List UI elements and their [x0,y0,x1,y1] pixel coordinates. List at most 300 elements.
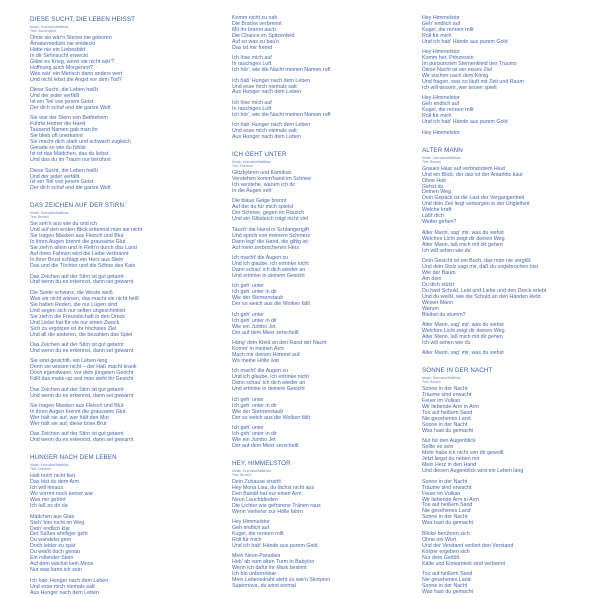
stanza [232,520,418,550]
stanza [232,426,418,450]
lyric-line: Was wär' ein Mensch dann anders wert [30,70,123,77]
stanza [30,474,216,510]
lyric-line: Alter Mann, laß mich mit dir gehen [422,241,503,248]
stanza [422,480,600,528]
lyric-line: Ich geh' unter in dir [232,289,277,296]
lyric-line: Nur dem Gefühl [422,554,460,561]
stanza [232,16,418,52]
lyric-line: Sie sind gesichtlt, ein Leben lang [30,358,108,365]
lyric-line: Sie war der Stern von Bethlehem [30,115,108,122]
lyric-line: Und ich glaube, ich ertrinke nicht [232,261,309,268]
stanza [30,343,216,355]
song-block [422,16,600,137]
lyric-line: Komm nicht zu nah [232,15,278,21]
lyric-line: Heb' ab vom alten Turm in Babylon [232,559,315,566]
lyric-line: Gehst du [422,183,444,190]
lyric-line: Sonne in der Nacht [422,582,468,589]
credit-line: Text: Sonnenkind [30,29,57,33]
credit-line: Musik: Kravuska/Matthias [422,155,461,160]
stanza [30,432,216,444]
lyric-line: Das bist du dem Arm [30,479,80,486]
lyric-line: Ich macht' die Augen zu [232,368,289,375]
lyrics-column-3 [422,16,600,598]
lyric-line: Wir suchen nach dem König [422,73,489,80]
lyric-line: Der Schnee, gegen im Rausch [232,210,305,217]
lyric-line: Roll für mich [422,32,452,39]
lyric-line: Weiter gehen? [422,219,457,226]
lyric-line: Kugel, die rennen rollt [422,26,474,33]
lyric-line: Der auf dem Meer zerschellt [232,329,299,336]
stanza [422,167,600,227]
song-block [232,16,418,141]
lyric-line: Kälte und Einsamkeit sind verbannt [422,560,506,567]
stanza [232,369,418,393]
lyric-line: Und ich hab' Hände aus purem Gold [422,119,508,126]
lyric-line: Verstehen komm'hand im Schnee [232,176,312,183]
lyric-line: Wie der Sternenstaub [232,408,284,415]
lyric-line: Nie gesehenes Land [422,508,471,515]
lyric-line: Bleibst du stumm? [422,311,466,318]
lyric-line: Das und die Töchter und die Söhne des Kain [30,263,136,270]
lyric-line: Das Zeichen auf der Stirn ist gut getarnt [30,431,124,438]
lyric-line: Und du weißt, wie die Schuld an den Händen klebt [422,293,541,300]
lyric-line: Mein Lebensdraht steht zu wie'n Skorpion [232,577,331,584]
lyric-line: Dann schau' ich dich wieder an [232,380,306,387]
stanza [232,171,418,195]
credit-line: Text: Brozell [422,159,441,164]
lyric-line: In dir Sehnsucht erweckt [30,52,88,59]
lyric-line: Supernova, du wirst einmal [232,583,296,590]
lyric-line: Steh' hier nicht im Weg [30,519,85,526]
stanza [232,480,418,516]
song-title: ICH GEHT UNTER [232,151,287,159]
credit-line: Text: Brozell [30,215,49,220]
credit-line: Musik: Kravuska/Matthias [422,376,461,381]
lyric-line: Ist ein Teil von jenem Geist [30,179,94,186]
credit-line: Text: Drehmer [232,164,254,169]
lyric-line: Was mir gehört [30,497,66,504]
stanza [232,284,418,308]
lyric-line: Alter Mann, laß mich mit dir gehen [422,333,503,340]
lyric-line: Auf der du für mich spielst [232,204,294,211]
lyric-line: Hey Himmelstor [422,95,460,102]
lyric-line: Ohne sie wär'n Sterne nie geboren [30,35,112,41]
lyric-line: Ämaturmedizin nie entdeckt [30,40,96,47]
stanza [422,439,600,475]
lyric-line: Sonne in der Nacht [422,514,468,521]
lyric-line: Läßt dich [422,213,444,220]
lyric-line: Ein rollender Stein [30,555,74,562]
lyric-line: Ich löse mich auf [232,55,272,62]
lyric-line: Sie halten Reden, die nur Lügen sind [30,301,118,308]
lyric-line: Das Zeichen auf der Stirn ist gut getarnt [30,342,124,349]
lyric-line: Fällt das make-up und man sieht ihr Gesicht [30,376,134,383]
lyric-line: Hey Himmelstor [422,129,460,136]
lyrics-column-2 [232,16,418,598]
lyric-line: Hey Himmelstor [232,519,270,525]
lyric-line: Der so weich aus die Wolken fällt [232,301,310,308]
song-credits [422,376,600,384]
lyric-line: Doch leider zu spät [30,543,76,550]
lyric-line: Jetzt liegst du neben mir [422,456,480,463]
credit-line: Text: Brozell [422,380,441,385]
lyric-line: Was wir nicht wissen, das macht sie nicht heiß [30,295,140,302]
lyric-line: Welches Licht zeigt dir deinen Weg [422,235,505,242]
stanza [30,116,216,164]
lyric-line: In rauchiges Luft [232,105,272,112]
stanza [30,222,216,270]
lyric-line: Ist ein Teil von jenem Geist [30,99,94,106]
lyric-line: Und nicht lebst die Angst vor dem Tod? [30,76,122,83]
lyric-line: Sie macht dich stark und schwach zugleich [30,139,131,146]
lyric-line: Sonne in der Nacht [422,422,468,429]
lyric-line: Kugel, die rennen rollt [422,107,474,114]
lyric-line: Und wenn du es erkennst, dann sei gewarnt [30,279,134,286]
lyric-line: Ich hab' Hunger nach dem Leben [232,122,311,129]
lyric-line: Du dich stützt [422,281,455,288]
lyric-line: In ihren Augen brennt die grausame Glut [30,409,126,416]
song-block [422,367,600,596]
song-title: HEY, HIMMELSTOR [232,459,291,467]
lyric-line: Ich geh' unter [232,283,264,290]
lyric-line: Sonne in der Nacht [422,386,468,393]
lyric-line: Sonne in der Nacht [422,478,468,485]
lyric-line: Ich will hinaus [30,485,63,492]
song-credits [30,211,216,219]
lyric-line: Und sprich von meinem Schmerz [232,232,311,239]
stanza [30,388,216,400]
lyric-line: Ich macht' die Augen zu [232,255,289,262]
stanza [422,572,600,596]
lyric-line: Aus Hunger nach dem Leben [30,589,99,596]
stanza [30,579,216,597]
lyric-line: Denn sie wissen nicht – der Haß macht krank [30,364,137,371]
lyric-line: Die Seele schwarz, die Weste weiß [30,289,113,296]
lyric-line: Neun Leuchtdioden [232,496,278,503]
stanza [30,359,216,383]
lyric-line: Und dein Stolz sagt mir, daß du ungebrochen bist [422,263,539,270]
lyric-line: Mehr habe ich nicht von dir gewollt [422,450,504,457]
lyric-line: Sie blieb oft unerkannt [30,133,83,140]
song-title: DIESE SUCHT, DIE LEBEN HEISST [30,16,136,23]
lyric-line: Der auf dem Meer zerschellt [232,442,299,449]
lyric-line: Ich bin unbrennbar [232,571,277,578]
lyric-line: Wie ein Jumbo Jet [232,436,276,443]
lyric-line: Gäbe es Krieg, wenn sie nicht wär'? [30,58,115,65]
lyric-line: Hoffnung auch Morgenrot? [30,64,93,71]
stanza [232,56,418,74]
lyric-line: Ich geh' unter [232,311,264,318]
lyric-line: Im purpurroten Sternenkleid des Traums [422,61,517,68]
lyric-line: Tausend Namen gab man ihr [30,127,99,134]
lyric-line: Das Zeichen auf der Stirn ist gut getarnt [30,386,124,393]
lyric-line: Und esse mich niemals satt [232,128,297,135]
lyric-line: In rauchiges Luft [232,61,272,68]
stanza [232,79,418,97]
stanza [232,199,418,223]
stanza [30,88,216,112]
stanza [232,341,418,365]
lyric-line: Und der Verstand verliert den Verstand [422,542,514,549]
lyric-line: Gerade so wie du fühlst [30,145,86,152]
song-title: ALTER MANN [422,146,463,154]
credit-line: Musik: Kravuska/Matthias [30,25,69,29]
lyric-line: Du hast Schuld, Leid und Liebe und den Dreck erlebt [422,287,547,294]
lyric-line: Führte Homer die Hand [30,121,86,128]
lyric-line: Diese Sucht, die Leben heißt [30,87,99,94]
song-credits [232,469,418,477]
lyric-line: Sie tragen Masken aus Fleisch und Blut [30,233,124,240]
lyric-line: Ohne Halt [422,177,446,184]
stanza [232,256,418,280]
stanza [232,123,418,141]
lyric-line: Und ich hab' Hände aus purem Gold [422,38,508,45]
credit-line: Text: Drehmer [30,467,52,472]
lyric-line: Wenn Verlierer zur Hölle fahrn [232,508,303,515]
song-credits [422,156,600,164]
lyric-line: Alter Mann, sag' mir, was du siehst [422,322,504,329]
song-block [232,151,418,450]
lyric-line: Ich hör', wie die Nacht meinen Namen ruft [232,67,331,74]
lyric-line: Was hast du gemacht [422,427,474,434]
credit-line: Musik: Kravuska/Matthias [232,468,271,473]
stanza [422,259,600,319]
lyric-line: Die Lichter wie gefrorene Tränen raus [232,502,321,509]
lyric-line: Doch irgendwann, vor dem jüngsten Gericht [30,370,134,377]
stanza [232,101,418,119]
lyric-line: Wir liebende Arm in Arm [422,496,479,503]
stanza [422,532,600,568]
lyric-line: Dein Zuhause strahlt [232,478,281,485]
lyric-line: Weiser Mann [422,299,454,306]
lyric-line: Ich laß es dir da [30,503,68,510]
lyric-line: Ich will sehen wie du [422,247,471,254]
lyric-line: Auf mein zerbrochenes Herz [232,244,300,251]
lyric-line: Das ist mir fremd [232,44,273,51]
lyric-line: Nur für den Augenblick [422,438,476,445]
lyric-line: Ich geh' unter in dir [232,402,277,409]
lyric-line: Komm her, Prinzessin [422,55,474,62]
lyric-line: Nur was kann ich sein [30,567,82,574]
credit-line: Musik: Kravuska/Matthias [30,463,69,468]
lyric-line: Und wenn du es erkennst, dann sei gewarnt [30,347,134,354]
lyric-line: Und ich glaube, ich ertrinke nicht [232,374,309,381]
lyric-line: Wie der Baum [422,269,456,276]
lyric-line: Dein Gesicht ist ein Buch, das man nie vergißt [422,258,531,264]
stanza [232,228,418,252]
lyric-line: Auf ihren Fahnen wird die Liebe verbrannt [30,251,129,258]
lyric-line: Hey Himmelstor [422,15,460,21]
lyric-line: Und ertrinke in deinem Gesicht [232,386,305,393]
song-block [422,147,600,358]
lyric-line: Die Bracke verbrennt [232,20,282,27]
stanza [422,231,600,255]
lyric-line: Sich zu ergötzen ist ihr höchstes Ziel [30,325,117,332]
song-block [30,16,216,192]
lyric-line: Roll für mich [422,113,452,120]
lyric-line: Ich hab' Hunger nach dem Leben [30,577,109,584]
lyric-line: Aus Hunger nach dem Leben [232,134,301,141]
lyric-line: Der Süßes ahnfiger geht [30,531,88,538]
lyric-line: Ich will sehen wie du [422,339,471,346]
lyric-line: Alter Mann, sag' mir, was du siehst [422,229,504,236]
lyric-line: Geh' endlich auf [422,20,461,27]
stanza [232,313,418,337]
lyric-line: Welche kraft [422,207,452,214]
lyric-line: Sie seh'n aus wie du und ich [30,221,97,228]
stanza [30,169,216,193]
lyric-line: Diese Nacht ist ein neues Ziel [422,67,493,74]
lyric-line: Die Chance im Spitzenfeld [232,32,295,39]
lyric-line: Wo vorrmt noch keiner war [30,491,94,498]
lyric-line: Ohne ein Wort [422,536,457,543]
lyric-line: Ich will wissen, wer tesser spielt [422,84,497,91]
stanza [422,96,600,126]
lyric-line: Die blaue Geige brennt [232,198,287,205]
stanza [422,50,600,92]
lyric-line: Deinen Weg [422,189,452,196]
lyric-line: Feuer im Vulkan [422,490,461,497]
song-title: SONNE IN DER NACHT [422,367,493,375]
lyric-line: Mein Neon-Paradies [232,553,281,560]
lyric-line: Ich verstehe, warum ich dir [232,182,296,189]
stanza [30,515,216,575]
lyric-line: Du wandelst gern [30,537,72,544]
lyric-line: Dein' endlich klar [30,525,71,532]
lyric-line: Hey Mona Lisa, du lächst nicht aus [232,484,315,491]
stanza [232,398,418,422]
stanza [422,16,600,46]
lyric-line: Sie zieh'n allein und in Reih'n durch das Land [30,245,137,252]
lyric-line: Wo meine Hölle war [232,357,280,364]
lyric-line: Graues Haar auf verbranntem Haut [422,165,506,172]
lyric-line: Hätte nie ein Liebesbild [30,46,86,53]
lyric-line: Häng' dein Kleid an den Rand der Nacht [232,340,327,347]
lyric-line: Aus Hunger nach dem Leben [232,89,301,96]
lyric-line: Ich geh' unter in dir [232,317,277,324]
lyric-line: Blicke berühren sich [422,530,470,537]
credit-line: Musik: Kravuska/Matthias [30,211,69,216]
lyric-line: Warum [422,305,439,312]
lyric-line: Geh endlich auf [232,524,270,531]
song-credits [30,25,216,33]
lyric-line: Mach mir deinen Himmel auf [232,351,300,358]
stanza [422,351,600,357]
lyric-line: Und ich hab' Hände aus purem Gold [232,542,318,549]
lyric-line: Diese Sucht, die Leben heißt [30,167,99,174]
lyric-line: Wie ein Jumbo Jet [232,323,276,330]
lyric-line: Am dein [422,275,442,282]
lyric-line: Nie gesehenes Land [422,576,471,583]
lyric-line: Was hast du gemacht [422,588,474,595]
lyric-line: Feuer im Vulkan [422,398,461,405]
lyric-line: Und der jeder verfällt [30,173,80,180]
lyric-line: Ich geh' unter [232,424,264,431]
song-block [30,202,216,444]
lyric-line: Träume sind erwacht [422,484,472,491]
lyric-line: Dann schau' ich dich wieder an [232,267,306,273]
song-title: DAS ZEICHEN AUF DER STIRN [30,202,125,210]
lyric-line: Wer hält sie auf, diese böse Brut [30,421,107,428]
lyric-line: Wie der Sternenstaub [232,295,284,302]
lyric-line: Das Zeichen auf der Stirn ist gut getarnt [30,273,124,280]
lyric-line: In die Augen seh' [232,188,273,195]
song-credits [232,160,418,168]
stanza [422,387,600,435]
lyric-line: Wenn ich dafür ihr Mark besinnt [232,565,307,572]
lyric-line: Was hast du gemacht [422,520,474,527]
lyric-line: Der dich schuf und die ganze Welt [30,104,111,111]
lyric-line: Den Bandit hat nur einen Arm [232,490,302,497]
lyric-line: Sollte es sein [422,444,454,451]
song-title: HUNGER NACH DEM LEBEN [30,454,117,462]
lyric-line: Mädchen aus Glas [30,513,75,520]
song-block [30,454,216,596]
lyric-line: Und ein Blick, der das ist der Antarktis kaut [422,171,523,178]
lyric-line: Und wenn du es erkennst, dann sei gewarnt [30,392,134,399]
lyric-line: Glitzbybren und Kamibus [232,170,292,177]
lyric-line: Roll für mich [232,536,262,543]
lyric-line: Und fragen, was so läuft mit Zeit und Raum [422,79,524,86]
stanza [422,131,600,137]
lyric-line: Nie gesehenes Land [422,416,471,423]
lyric-line: Der dich schuf und die ganze Welt [30,185,111,192]
lyric-line: In ihren Augen brennt die grausame Glut [30,239,126,246]
lyric-line: Auf dem wächst kein Moos [30,561,94,568]
song-credits [30,463,216,471]
lyric-line: Und wenn du es erkennst, dann sei gewarnt [30,437,134,444]
lyric-line: Und dein Ziel liegt verborgen in der Ungleiheit [422,201,530,208]
stanza [30,291,216,339]
lyric-line: Der so weich aus die Wolken fällt [232,414,310,421]
lyric-line: Du weißt doch genau [30,549,81,556]
lyric-line: Ich hab' Hunger nach dem Leben [232,77,311,84]
lyric-line: Dein Gepäck ist die Last der Vergangenheit [422,195,525,202]
lyric-line: Und ein Glitzbuch trägt nicht viel [232,216,308,223]
lyric-line: Sie zieh'n die Freundschaft in den Dreck [30,313,125,320]
lyric-line: Und Liebe hat für sie nur einen Zweck [30,319,120,326]
lyric-line: Träume sind erwacht [422,392,472,399]
lyric-line: Wer hält sie auf, wer hält den Mut [30,415,109,422]
lyric-line: Körper ergeben sich [422,548,470,555]
lyric-line: Und all die anderen, die bezahlen das Spiel [30,331,133,338]
lyric-line: Und segen sich nur selten ungeschminkt [30,307,126,314]
song-block [232,460,418,590]
credit-line: Text: Brozell [232,472,251,477]
lyric-line: Tou auf heißem Sand [422,502,473,509]
lyrics-column-1 [30,16,216,598]
lyric-line: Und der jeder verfällt [30,93,80,100]
lyric-line: Ich hör', wie die Nacht meinen Namen ruft [232,111,331,118]
lyric-line: Kugel, die rennen rollt [232,530,284,537]
lyric-line: Und esse mich niemals satt [30,583,95,590]
lyric-line: Mit ihr brennt auch [232,26,276,33]
stanza [30,275,216,287]
lyric-line: Halt noch nicht fest [30,473,76,480]
lyric-line: Ich geh' unter in dir [232,430,277,437]
lyric-line: Ich löse mich auf [232,99,272,106]
lyric-line: Und auf den ersten Blick erkennst man sie nicht [30,227,143,234]
lyric-line: Komm' in meinen Arm [232,345,284,352]
lyric-line: Und esse mich niemals satt [232,83,297,90]
lyric-line: Alter Mann, sag' mir, was du siehst [422,350,504,357]
lyric-line: Tou auf heißem Sand [422,410,473,417]
lyric-line: Hey Himmelstor [422,49,460,56]
credit-line: Musik: Kravuska/Matthias [232,160,271,165]
lyric-line: Und diesen Augenblick wird ein Leben lang [422,468,524,475]
stanza [422,323,600,347]
lyric-line: Tou auf heißem Sand [422,570,473,577]
